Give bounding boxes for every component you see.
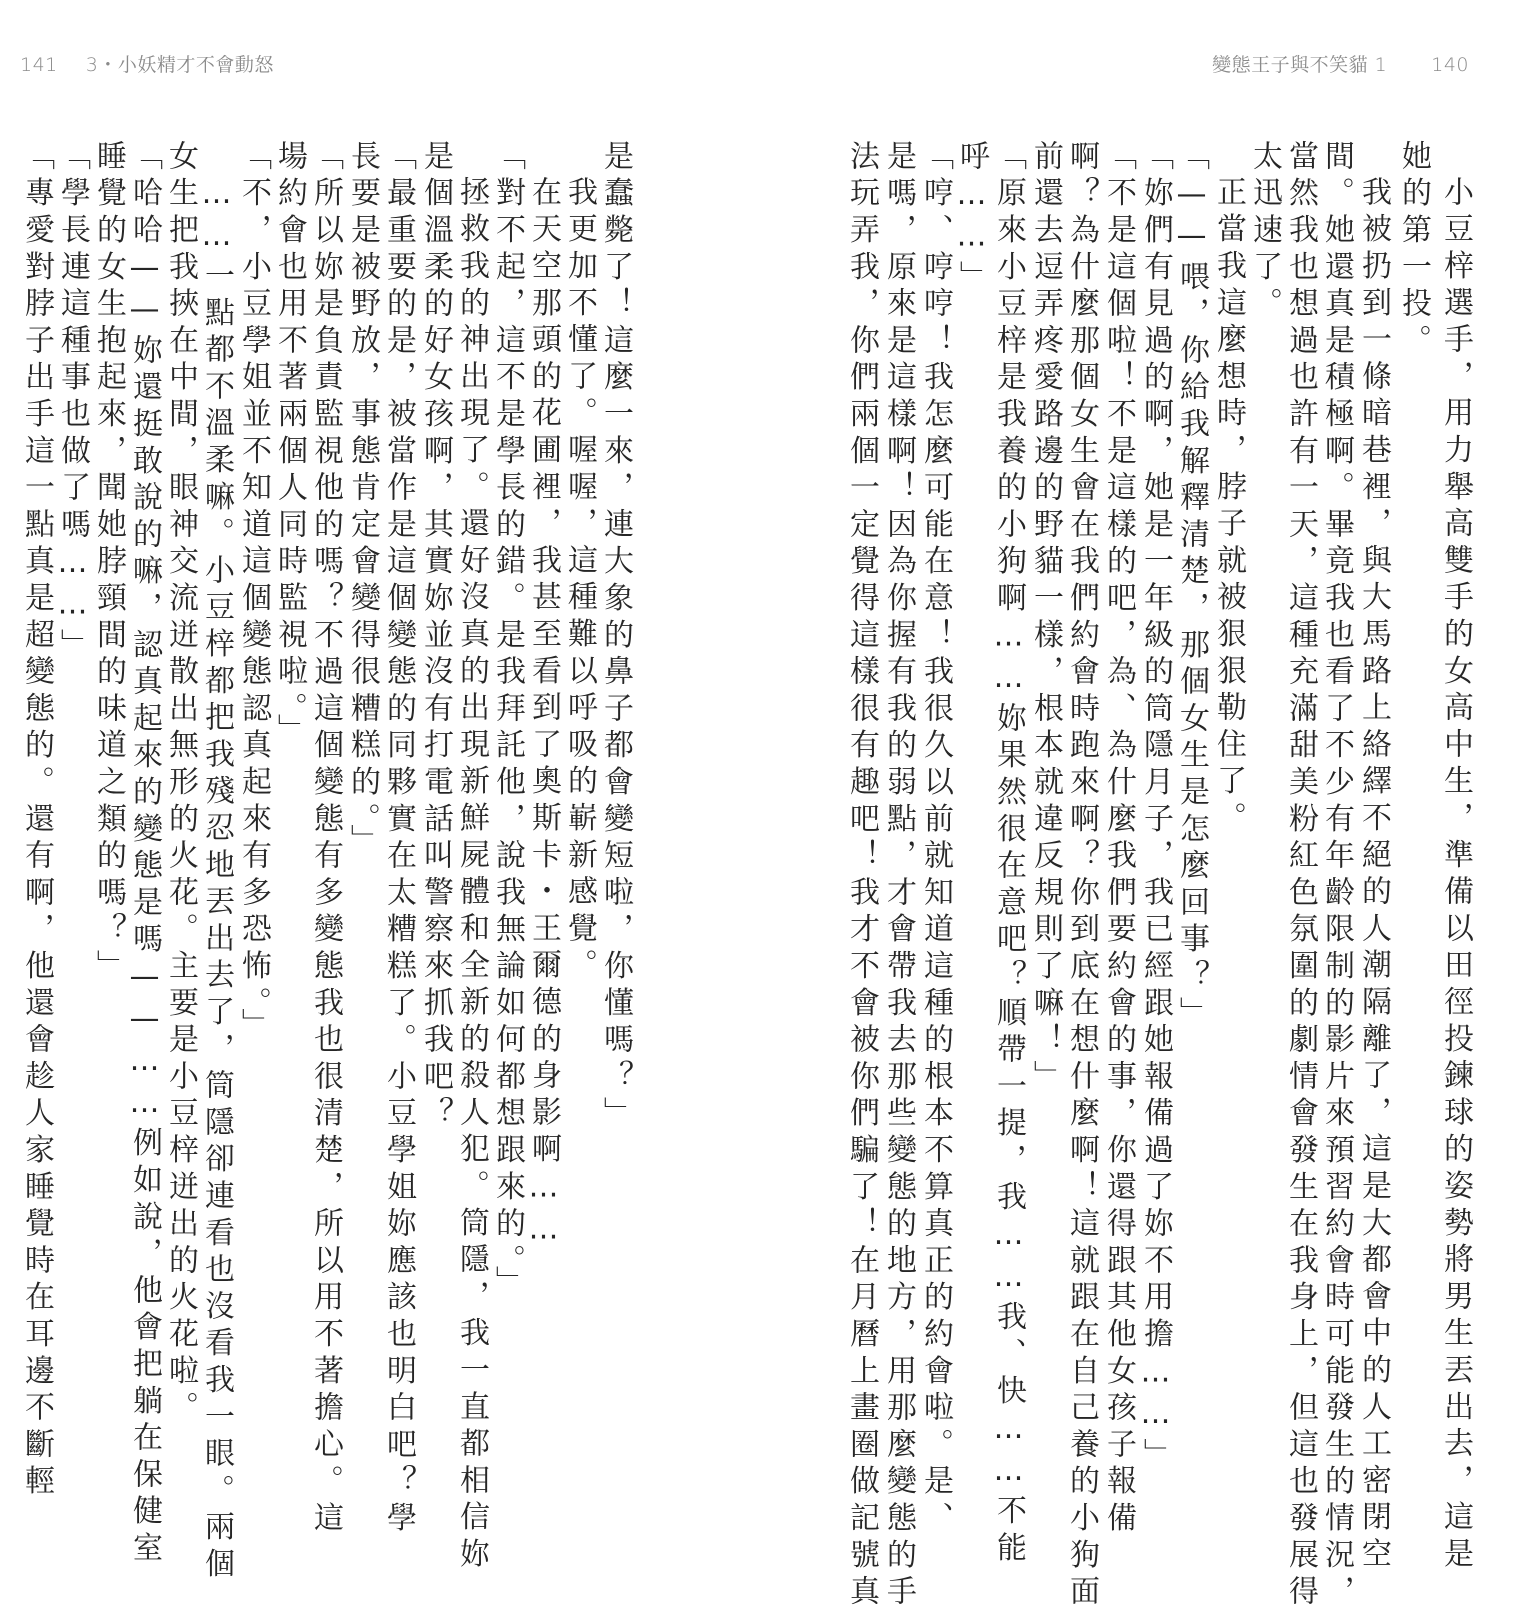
text-column: 小豆梓選手，用力舉高雙手的女高中生，準備以田徑投鍊球的姿勢將男生丟出去，這是: [1438, 176, 1473, 1575]
text-column: 「不，小豆學姐並不知道這個變態認真起來有多恐怖。」: [236, 140, 271, 1045]
left-page-number: 141: [20, 54, 58, 76]
text-column: 我被扔到一條暗巷裡，與大馬路上絡繹不絕的人潮隔離了，這是大都會中的人工密閉空: [1356, 176, 1391, 1575]
text-column: ……一點都不溫柔嘛。小豆梓都把我殘忍地丟出去了，筒隱卻連看也沒看我一眼。兩個: [199, 176, 234, 1585]
text-column: 法玩弄我，你們兩個一定覺得這樣很有趣吧！我才不會被你們騙了！在月曆上畫圈做記號真: [844, 140, 879, 1612]
text-column: 「哼、哼哼！我怎麼可能在意！我很久以前就知道這種的根本不算真正的約會啦。是、: [918, 140, 953, 1539]
text-column: 長要是被野放，事態肯定會變得很糟糕的。」: [345, 140, 380, 861]
chapter-title: 3・小妖精才不會動怒: [85, 54, 274, 76]
text-column: 是蠢斃了！這麼一來，連大象的鼻子都會變短啦，你懂嗎？」: [598, 140, 633, 1134]
text-column: 呼……」: [954, 140, 989, 298]
text-column: 當然我也想過也許有一天，這種充滿甜美粉紅色氛圍的劇情會發生在我身上，但這也發展得: [1283, 140, 1318, 1612]
right-page-number: 140: [1431, 54, 1469, 76]
right-page-body: [758, 0, 1517, 1612]
book-title: 變態王子與不笑貓 1: [1212, 54, 1388, 76]
text-column: 正當我這麼想時，脖子就被狠狠勒住了。: [1211, 176, 1246, 839]
text-column: 「專愛對脖子出手這一點真是超變態的。還有啊，他還會趁人家睡覺時在耳邊不斷輕: [19, 140, 54, 1502]
text-column: 「對不起，這不是學長的錯。是我拜託他，說我無論如何都想跟來的。」: [490, 140, 525, 1303]
text-column: 「最重要的是，被當作是這個變態的同夥實在太糟糕了。小豆學姐妳應該也明白吧？學: [381, 140, 416, 1539]
text-column: 場約會也用不著兩個人同時監視啦。」: [272, 140, 307, 751]
left-page-body: [0, 0, 758, 1585]
text-column: 「妳們有見過的啊，她是一年級的筒隱月子，我已經跟她報備過了妳不用擔……」: [1138, 140, 1173, 1475]
text-column: 「——喂，你給我解釋清楚，那個女生是怎麼回事？」: [1174, 140, 1209, 1034]
text-column: 「所以妳是負責監視他的嗎？不過這個變態有多變態我也很清楚，所以用不著擔心。這: [308, 140, 343, 1539]
text-column: 睡覺的女生抱起來，聞她脖頸間的味道之類的嗎？」: [91, 140, 126, 987]
text-column: 「不是這個啦！不是這樣的吧，為、為什麼我們要約會的事，你還得跟其他女孩子報備: [1101, 140, 1136, 1539]
text-column: 前還去逗弄疼愛路邊的野貓一樣，根本就違反規則了嘛！」: [1028, 140, 1063, 1097]
text-column: 在天空那頭的花圃裡，我甚至看到了奧斯卡・王爾德的身影啊……: [526, 176, 561, 1254]
text-column: 「原來小豆梓是我養的小狗啊……妳果然很在意吧？順帶一提，我……我、快……不能: [991, 140, 1026, 1569]
text-column: 啊？為什麼那個女生會在我們約會時跑來啊？你到底在想什麼啊！這就跟在自己養的小狗面: [1064, 140, 1099, 1612]
text-column: 太迅速了。: [1247, 140, 1282, 324]
text-column: 她的第一投。: [1396, 140, 1431, 361]
text-column: 拯救我的神出現了。還好沒真的出現新鮮屍體和全新的殺人犯。筒隱，我一直都相信妳: [454, 176, 489, 1575]
text-column: 是個溫柔的好女孩啊，其實妳並沒有打電話叫警察來抓我吧？: [418, 140, 453, 1134]
text-column: 「學長連這種事也做了嗎……」: [55, 140, 90, 666]
text-column: 我更加不懂了。喔喔，這種難以呼吸的嶄新感覺。: [562, 176, 597, 986]
text-column: 是嗎，原來是這樣啊！因為你握有我的弱點，才會帶我去那些變態的地方，用那麼變態的手: [881, 140, 916, 1612]
text-column: 「哈哈——妳還挺敢說的嘛，認真起來的變態是嗎——……例如說，他會把躺在保健室: [127, 140, 162, 1569]
text-column: 女生把我挾在中間，眼神交流迸散出無形的火花。主要是小豆梓迸出的火花啦。: [163, 140, 198, 1428]
text-column: 間。她還真是積極啊。畢竟我也看了不少有年齡限制的影片來預習約會時可能發生的情況，: [1319, 140, 1354, 1612]
